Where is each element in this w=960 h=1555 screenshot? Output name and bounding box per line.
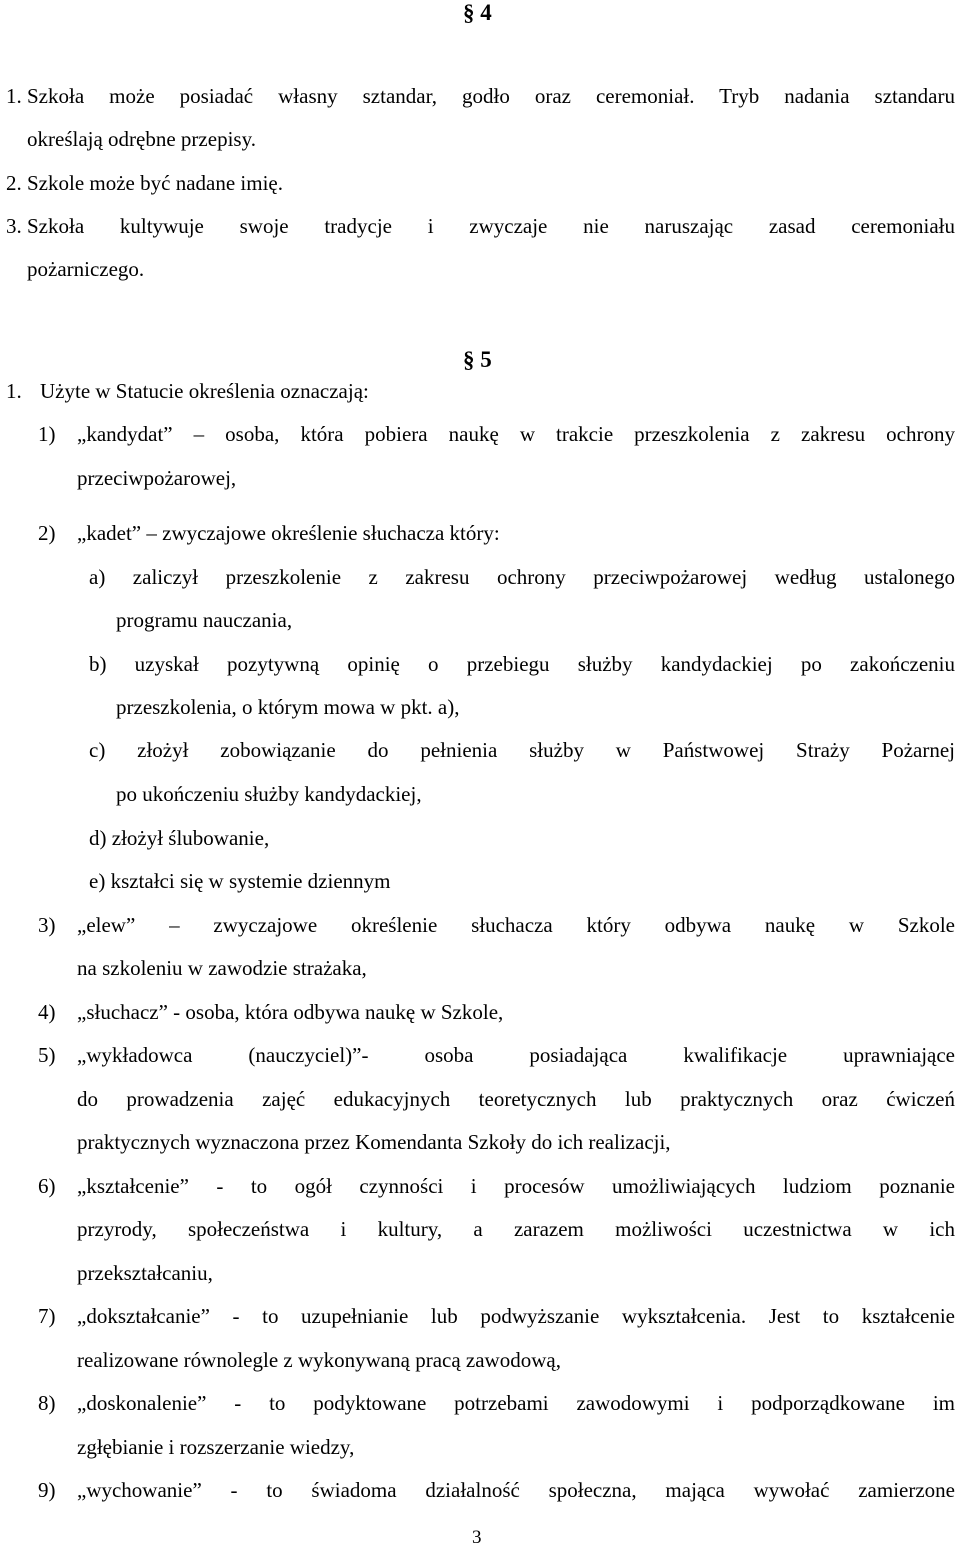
sec4-item-1-number: 1. xyxy=(6,84,22,108)
definition-2-number: 2) xyxy=(38,521,56,545)
definition-8-line-1: „doskonalenie” - to podyktowane potrzebami zawodowymi i podporządkowane im xyxy=(77,1391,955,1415)
sec4-item-3-line-2: pożarniczego. xyxy=(27,257,145,281)
definition-5-line-3: praktycznych wyznaczona przez Komendanta Szkoły do ich realizacji, xyxy=(77,1130,671,1154)
sec4-item-2-number: 2. xyxy=(6,171,22,195)
section-4-heading: § 4 xyxy=(463,0,492,25)
page-number: 3 xyxy=(472,1527,482,1548)
definition-6-line-2: przyrody, społeczeństwa i kultury, a zarazem możliwości uczestnictwa w ich xyxy=(77,1217,955,1241)
definition-6-line-3: przekształcaniu, xyxy=(77,1261,213,1285)
sec5-intro: Użyte w Statucie określenia oznaczają: xyxy=(40,379,369,403)
section-5-heading: § 5 xyxy=(463,347,492,372)
definition-7-line-1: „dokształcanie” - to uzupełnianie lub podwyższanie wykształcenia. Jest to kształcenie xyxy=(77,1304,955,1328)
definition-9-line-1: „wychowanie” - to świadoma działalność społeczna, mająca wywołać zamierzone xyxy=(77,1478,955,1502)
sec4-item-1-line-1: Szkoła może posiadać własny sztandar, godło oraz ceremoniał. Tryb nadania sztandaru xyxy=(27,84,955,108)
sec4-item-1-line-2: określają odrębne przepisy. xyxy=(27,127,256,151)
sec5-intro-number: 1. xyxy=(6,379,22,403)
definition-6-line-1: „kształcenie” - to ogół czynności i procesów umożliwiających ludziom poznanie xyxy=(77,1174,955,1198)
definition-7-line-2: realizowane równolegle z wykonywaną pracą zawodową, xyxy=(77,1348,561,1372)
definition-6-number: 6) xyxy=(38,1174,56,1198)
definition-2d-line-1: d) złożył ślubowanie, xyxy=(89,826,270,850)
definition-2e-line-1: e) kształci się w systemie dziennym xyxy=(89,869,391,893)
definition-2a-line-1: a) zaliczył przeszkolenie z zakresu ochrony przeciwpożarowej według ustalonego xyxy=(89,565,955,589)
definition-4-number: 4) xyxy=(38,1000,56,1024)
definition-5-line-2: do prowadzenia zajęć edukacyjnych teoretycznych lub praktycznych oraz ćwiczeń xyxy=(77,1087,955,1111)
definition-1-line-1: „kandydat” – osoba, która pobiera naukę w trakcie przeszkolenia z zakresu ochrony xyxy=(77,422,955,446)
definition-3-number: 3) xyxy=(38,913,56,937)
definition-2a-line-2: programu nauczania, xyxy=(116,608,293,632)
sec4-item-3-line-1: Szkoła kultywuje swoje tradycje i zwyczaje nie naruszając zasad ceremoniału xyxy=(27,214,955,238)
definition-5-number: 5) xyxy=(38,1043,56,1067)
sec4-item-2-line-1: Szkole może być nadane imię. xyxy=(27,171,283,195)
definition-2b-line-2: przeszkolenia, o którym mowa w pkt. a), xyxy=(116,695,460,719)
definition-2-line-1: „kadet” – zwyczajowe określenie słuchacza który: xyxy=(77,521,500,545)
definition-2c-line-1: c) złożył zobowiązanie do pełnienia służby w Państwowej Straży Pożarnej xyxy=(89,738,955,762)
definition-8-number: 8) xyxy=(38,1391,56,1415)
definition-3-line-2: na szkoleniu w zawodzie strażaka, xyxy=(77,956,367,980)
definition-9-number: 9) xyxy=(38,1478,56,1502)
definition-2c-line-2: po ukończeniu służby kandydackiej, xyxy=(116,782,422,806)
definition-2b-line-1: b) uzyskał pozytywną opinię o przebiegu służby kandydackiej po zakończeniu xyxy=(89,652,955,676)
definition-1-line-2: przeciwpożarowej, xyxy=(77,466,237,490)
definition-4-line-1: „słuchacz” - osoba, która odbywa naukę w Szkole, xyxy=(77,1000,504,1024)
definition-5-line-1: „wykładowca (nauczyciel)”- osoba posiadająca kwalifikacje uprawniające xyxy=(77,1043,955,1067)
sec4-item-3-number: 3. xyxy=(6,214,22,238)
definition-8-line-2: zgłębianie i rozszerzanie wiedzy, xyxy=(77,1435,355,1459)
definition-1-number: 1) xyxy=(38,422,56,446)
definition-7-number: 7) xyxy=(38,1304,56,1328)
definition-3-line-1: „elew” – zwyczajowe określenie słuchacza który odbywa naukę w Szkole xyxy=(77,913,955,937)
